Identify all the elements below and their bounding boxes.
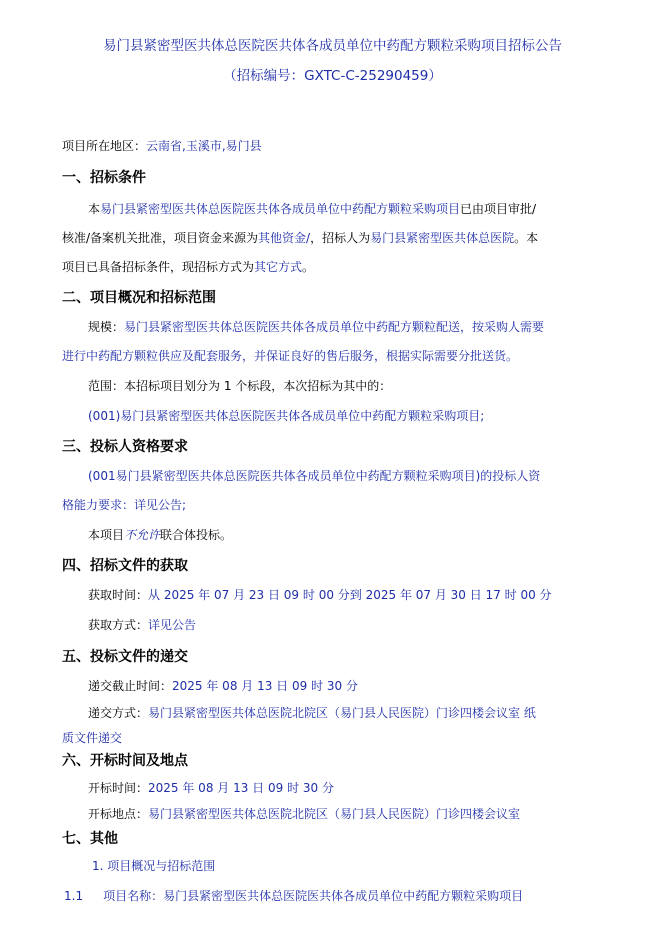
opening-place-label: 开标地点： <box>88 807 149 821</box>
text: 。 <box>302 260 315 274</box>
text: 本 <box>88 202 101 216</box>
conditions-line-3 <box>62 259 314 275</box>
region-value: 云南省,玉溪市,易门县 <box>146 139 262 153</box>
obtain-method-line <box>88 617 196 633</box>
text: 核准/备案机关批准，项目资金来源为 <box>62 231 259 245</box>
section-heading-submission: 五、投标文件的递交 <box>62 649 188 665</box>
other-subsection-1-1 <box>64 888 523 904</box>
other-subsection-1: 1. 项目概况与招标范围 <box>92 859 216 873</box>
deadline-label: 递交截止时间： <box>88 679 173 693</box>
deadline-value: 2025 年 08 月 13 日 09 时 30 分 <box>172 679 358 693</box>
opening-time-line <box>88 780 334 796</box>
conditions-line-2 <box>62 230 538 246</box>
submission-method-label: 递交方式： <box>88 706 149 720</box>
project-name-label: 项目名称： <box>103 889 164 903</box>
submission-method-line-2: 质文件递交 <box>62 731 123 745</box>
project-region <box>62 138 262 154</box>
opening-place-line <box>88 806 520 822</box>
text: 已由项目审批/ <box>460 202 537 216</box>
opening-time-value: 2025 年 08 月 13 日 09 时 30 分 <box>148 781 334 795</box>
region-label: 项目所在地区： <box>62 139 147 153</box>
text: 。本 <box>514 231 539 245</box>
joint-bid-line <box>88 527 232 543</box>
obtain-method-label: 获取方式： <box>88 618 149 632</box>
obtain-method-value: 详见公告 <box>148 618 197 632</box>
project-name: 易门县紧密型医共体总医院医共体各成员单位中药配方颗粒采购项目 <box>100 202 461 216</box>
joint-bid-status: 不允许 <box>124 528 161 542</box>
section-heading-conditions: 一、招标条件 <box>62 170 146 186</box>
conditions-line-1 <box>88 201 536 217</box>
qualification-line-1: (001易门县紧密型医共体总医院医共体各成员单位中药配方颗粒采购项目)的投标人资 <box>88 469 541 483</box>
section-heading-obtain: 四、招标文件的获取 <box>62 558 188 574</box>
submission-method-line-1 <box>88 705 536 721</box>
lot-line: (001)易门县紧密型医共体总医院医共体各成员单位中药配方颗粒采购项目; <box>88 409 485 423</box>
scale-label: 规模： <box>88 320 125 334</box>
section-heading-opening: 六、开标时间及地点 <box>62 753 188 769</box>
tender-method: 其它方式 <box>254 260 303 274</box>
tenderer-name: 易门县紧密型医共体总医院 <box>370 231 515 245</box>
scale-line-1 <box>88 319 544 335</box>
text: 联合体投标。 <box>160 528 233 542</box>
section-heading-overview: 二、项目概况和招标范围 <box>62 290 216 306</box>
obtain-time-line <box>88 587 552 603</box>
fund-source: 其他资金/ <box>258 231 311 245</box>
deadline-line <box>88 678 358 694</box>
project-name-value: 易门县紧密型医共体总医院医共体各成员单位中药配方颗粒采购项目 <box>163 889 524 903</box>
text: 项目已具备招标条件，现招标方式为 <box>62 260 255 274</box>
scale-value: 易门县紧密型医共体总医院医共体各成员单位中药配方颗粒配送，按采购人需要 <box>124 320 545 334</box>
submission-method-value: 易门县紧密型医共体总医院北院区（易门县人民医院）门诊四楼会议室 纸 <box>148 706 536 720</box>
opening-time-label: 开标时间： <box>88 781 149 795</box>
tender-code: （招标编号：GXTC-C-25290459） <box>223 68 442 84</box>
page-title: 易门县紧密型医共体总医院医共体各成员单位中药配方颗粒采购项目招标公告 <box>103 38 562 54</box>
qualification-line-2: 格能力要求：详见公告; <box>62 498 187 512</box>
scale-line-2: 进行中药配方颗粒供应及配套服务，并保证良好的售后服务，根据实际需要分批送货。 <box>62 349 519 363</box>
subsection-number: 1.1 <box>64 889 84 903</box>
scope-line: 范围：本招标项目划分为 1 个标段，本次招标为其中的： <box>88 379 392 393</box>
section-heading-qualification: 三、投标人资格要求 <box>62 439 188 455</box>
section-heading-other: 七、其他 <box>62 831 118 847</box>
text: 本项目 <box>88 528 125 542</box>
obtain-time-value: 从 2025 年 07 月 23 日 09 时 00 分到 2025 年 07 月 30 日 17 时 00 分 <box>148 588 552 602</box>
text: ，招标人为 <box>310 231 371 245</box>
obtain-time-label: 获取时间： <box>88 588 149 602</box>
opening-place-value: 易门县紧密型医共体总医院北院区（易门县人民医院）门诊四楼会议室 <box>148 807 521 821</box>
